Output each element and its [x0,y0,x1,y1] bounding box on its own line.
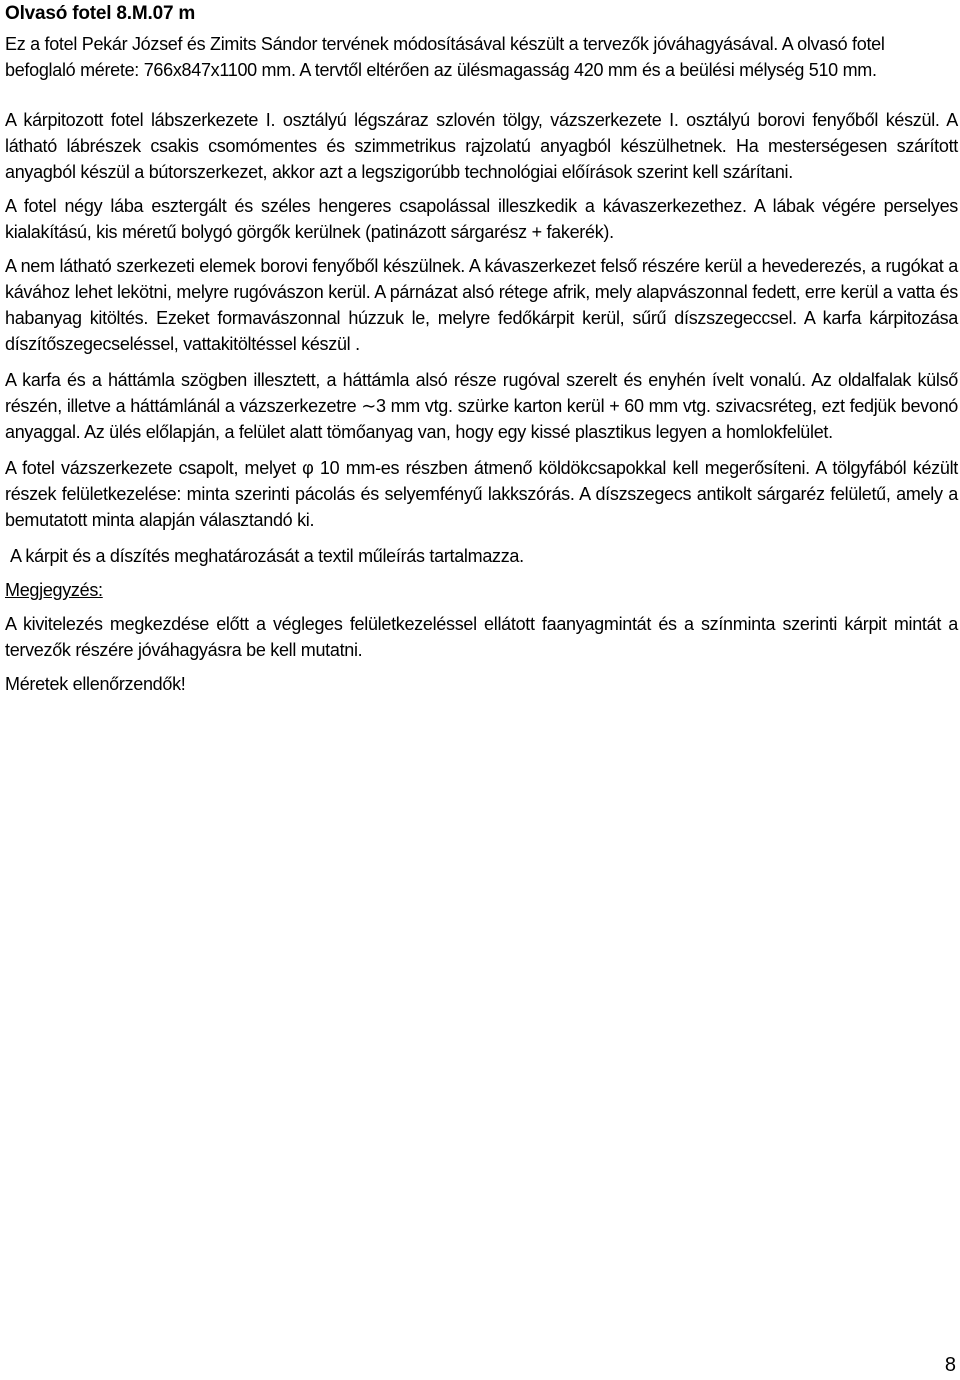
note-heading: Megjegyzés: [5,580,103,600]
intro-paragraph: Ez a fotel Pekár József és Zimits Sándor tervének módosításával készült a tervezők jóváhagyásával. A olvasó fotel befoglaló mérete: 766x847x1100 mm. A tervtől eltérően az ülésmagasság 420 mm és a beülési mélység 510 mm. [5,34,885,80]
closing-remark: Méretek ellenőrzendők! [5,674,186,694]
hidden-structure-paragraph: A nem látható szerkezeti elemek borovi fenyőből készülnek. A kávaszerkezet felső részére kerül a hevederezés, a rugókat a kávához lehet lekötni, melyre rugóvászon kerül. A párnázat alsó rétege afrik, mely alapvászonnal fedett, erre kerül a vatta és habanyag kitöltés. Ezeket formavászonnal húzzuk le, melyre fedőkárpit kerül, sűrű díszszegeccsel. A karfa kárpitozása díszítőszegecseléssel, vattakitöltéssel készül . [5,256,958,354]
page-number: 8 [944,1354,956,1376]
leg-structure-paragraph: A kárpitozott fotel lábszerkezete I. osztályú légszáraz szlovén tölgy, vázszerkezete I. osztályú borovi fenyőből készül. A látható lábrészek csakis csomómentes és szimmetrikus rajzolatú anyagból készülhetnek. Ha mesterségesen szárított anyagból készül a bútorszerkezet, akkor azt a legszigorúbb technológiai előírások szerint kell szárítani. [5,110,958,182]
armrest-backrest-paragraph: A karfa és a háttámla szögben illesztett, a háttámla alsó része rugóval szerelt és enyhén ívelt vonalú. Az oldalfalak külső részén, illetve a háttámlánál a vázszerkezetre ∼3 mm vtg. szürke karton kerül + 60 mm vtg. szivacsréteg, ezt fedjük bevonó anyaggal. Az ülés előlapján, a felület alatt tömőanyag van, hogy egy kissé plasztikus legyen a homlokfelület. [5,370,958,442]
textile-paragraph: A kárpit és a díszítés meghatározását a textil műleírás tartalmazza. [10,546,524,566]
note-text: A kivitelezés megkezdése előtt a végleges felületkezeléssel ellátott faanyagmintát és a színminta szerinti kárpit mintát a tervezők részére jóváhagyásra be kell mutatni. [5,614,958,660]
legs-paragraph: A fotel négy lába esztergált és széles hengeres csapolással illeszkedik a kávaszerkezethez. A lábak végére perselyes kialakítású, kis méretű bolygó görgők kerülnek (patinázott sárgarész + fakerék). [5,196,958,242]
frame-finish-paragraph: A fotel vázszerkezete csapolt, melyet φ 10 mm-es részben átmenő köldökcsapokkal kell megerősíteni. A tölgyfából kézült részek felületkezelése: minta szerinti pácolás és selyemfényű lakkszórás. A díszszegecs antikolt sárgaréz felületű, amely a bemutatott minta alapján választandó ki. [5,458,958,530]
document-page [5,2,958,697]
document-title: Olvasó fotel 8.M.07 m [5,3,196,24]
